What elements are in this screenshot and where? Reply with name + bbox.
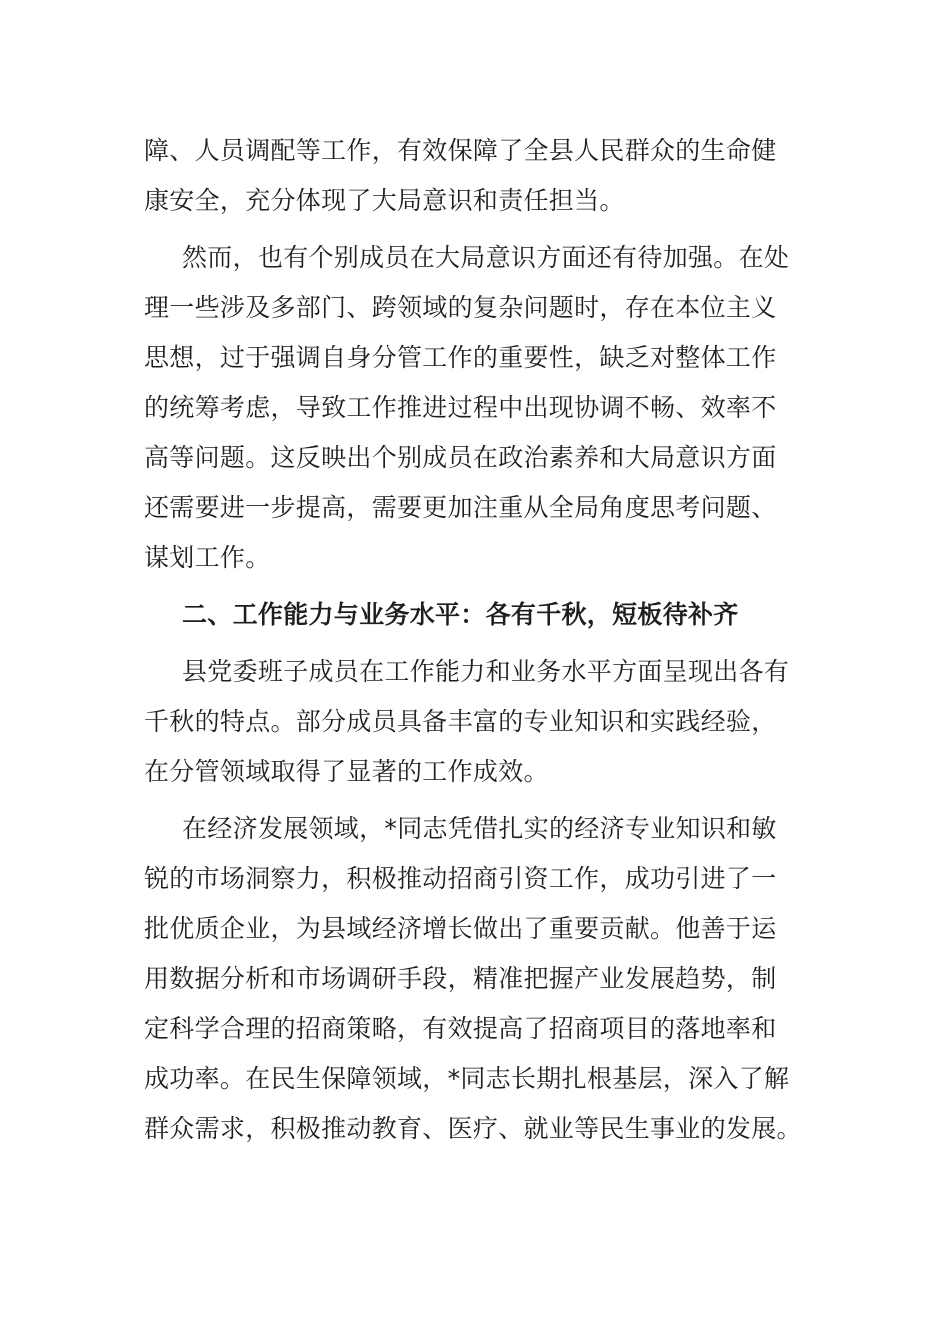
text-line: 成功率。在民生保障领域，*同志长期扎根基层，深入了解 (144, 1064, 790, 1093)
text-line: 的统筹考虑，导致工作推进过程中出现协调不畅、效率不 (144, 393, 777, 422)
text-line: 千秋的特点。部分成员具备丰富的专业知识和实践经验， (144, 707, 777, 736)
text-line: 在分管领域取得了显著的工作成效。 (144, 757, 549, 786)
paragraph-2 (144, 233, 800, 583)
text-line: 锐的市场洞察力，积极推动招商引资工作，成功引进了一 (144, 864, 777, 893)
section-heading-2 (144, 590, 800, 640)
document-body (144, 126, 800, 1154)
text-line: 障、人员调配等工作，有效保障了全县人民群众的生命健 (144, 136, 777, 165)
text-line: 在经济发展领域，*同志凭借扎实的经济专业知识和敏 (182, 814, 777, 843)
text-line: 高等问题。这反映出个别成员在政治素养和大局意识方面 (144, 443, 777, 472)
text-line: 定科学合理的招商策略，有效提高了招商项目的落地率和 (144, 1014, 777, 1043)
paragraph-3 (144, 647, 800, 797)
text-line: 批优质企业，为县域经济增长做出了重要贡献。他善于运 (144, 914, 777, 943)
paragraph-1 (144, 126, 800, 226)
text-line: 群众需求，积极推动教育、医疗、就业等民生事业的发展。 (144, 1114, 802, 1143)
text-line: 还需要进一步提高，需要更加注重从全局角度思考问题、 (144, 493, 777, 522)
text-line: 理一些涉及多部门、跨领域的复杂问题时，存在本位主义 (144, 293, 777, 322)
text-line: 康安全，充分体现了大局意识和责任担当。 (144, 186, 625, 215)
text-line: 然而，也有个别成员在大局意识方面还有待加强。在处 (182, 243, 790, 272)
text-line: 用数据分析和市场调研手段，精准把握产业发展趋势，制 (144, 964, 777, 993)
text-line: 思想，过于强调自身分管工作的重要性，缺乏对整体工作 (144, 343, 777, 372)
paragraph-4 (144, 804, 800, 1154)
text-line: 县党委班子成员在工作能力和业务水平方面呈现出各有 (182, 657, 790, 686)
section-heading: 二、工作能力与业务水平：各有千秋，短板待补齐 (182, 600, 739, 629)
text-line: 谋划工作。 (144, 543, 271, 572)
